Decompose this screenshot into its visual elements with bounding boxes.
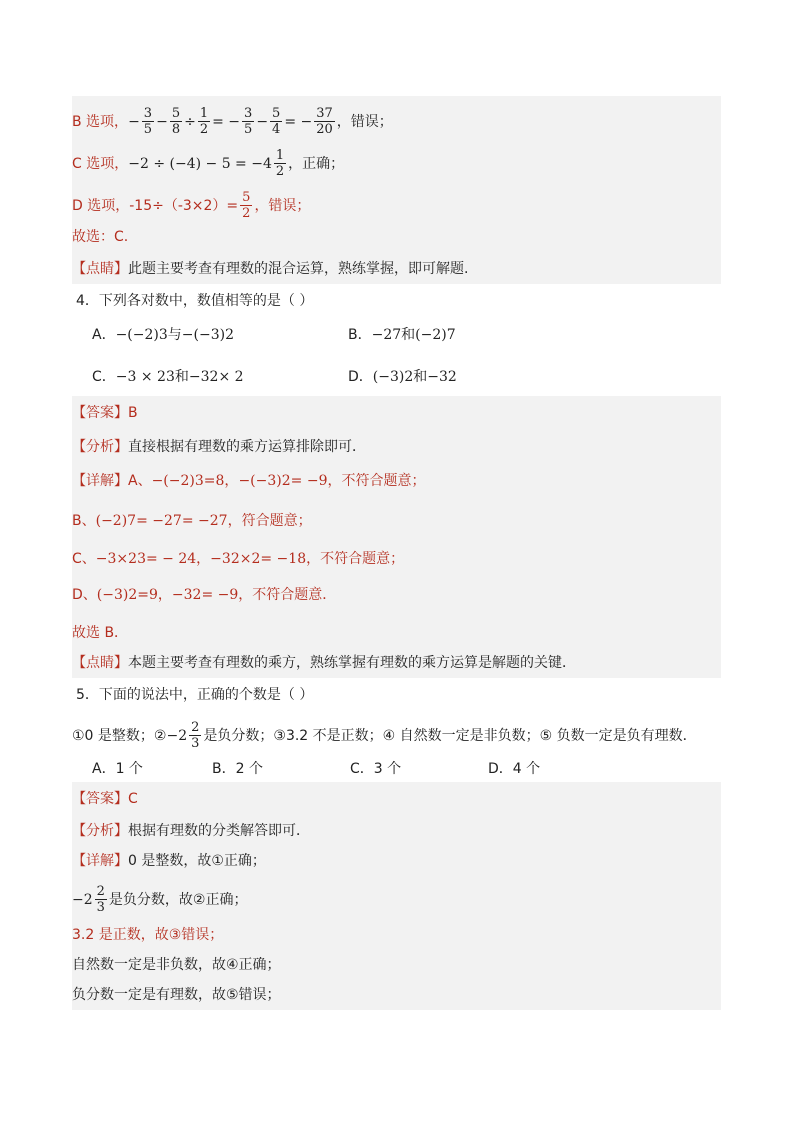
choice-4: 故选 B．	[72, 625, 129, 641]
question-4-stem: 4．下列各对数中，数值相等的是（ ）	[76, 293, 314, 309]
analysis-5: 【分析】 根据有理数的分类解答即可．	[72, 823, 310, 839]
q4-option-c: C． −3 × 2 3 和 −3 2 × 2	[92, 369, 244, 385]
option-b-analysis: B 选项， − $\frac{3}{5}$ − $\frac{5}{8}$ ÷ $\frac{1}{2}$ = − $\frac{3}{5}$ − $\frac{5}{4}$ = − $\frac{37}{20}$ ，错误；	[72, 106, 393, 137]
q4-option-d: D． (−3) 2 和 −3 2	[348, 369, 457, 385]
q5-option-a: A．1 个	[92, 761, 143, 777]
q5-option-b: B．2 个	[212, 761, 263, 777]
detail-4-b: B、 (−2) 7 = −2 7 = −2 7 ，符合题意；	[72, 513, 312, 529]
q5-option-c: C．3 个	[350, 761, 402, 777]
detail-5-2: −2 $\frac{2}{3}$ 是负分数，故②正确；	[72, 884, 248, 915]
question-5-stem: 5．下面的说法中，正确的个数是（ ）	[76, 687, 314, 703]
detail-5-4: 自然数一定是非负数，故④正确；	[72, 957, 281, 973]
detail-5-5: 负分数一定是有理数，故⑤错误；	[72, 987, 281, 1003]
question-5-statements: ①0 是整数；② −2 $\frac{2}{3}$ 是负分数；③3.2 不是正数；④ 自然数一定是非负数；⑤ 负数一定是负有理数．	[72, 720, 697, 751]
detail-4-a: 【详解】 A、 −(−2) 3 =8， −(−3) 2 = −9，不符合题意；	[72, 473, 426, 489]
dianjing-3: 【点睛】 此题主要考查有理数的混合运算，熟练掌握，即可解题.	[72, 261, 469, 277]
analysis-4: 【分析】 直接根据有理数的乘方运算排除即可．	[72, 439, 366, 455]
detail-4-d: D、 (−3) 2 =9， −3 2 = −9，不符合题意．	[72, 587, 337, 603]
q4-option-a: A． −(−2) 3 与 −(−3) 2	[92, 327, 235, 343]
answer-5: 【答案】 C	[72, 791, 138, 807]
option-c-analysis: C 选项， −2 ÷ (−4) − 5 = −4 $\frac{1}{2}$ ，正确；	[72, 148, 345, 179]
detail-5-1: 【详解】 0 是整数，故①正确；	[72, 853, 266, 869]
answer-4: 【答案】 B	[72, 405, 138, 421]
q5-option-d: D．4 个	[488, 761, 541, 777]
option-d-analysis: D 选项，-15÷（-3×2）= $\frac{5}{2}$ ，错误；	[72, 190, 311, 221]
choice-text: 故选：C.	[72, 229, 129, 245]
q4-option-b: B． −2 7 和 (−2) 7	[348, 327, 456, 343]
dianjing-4: 【点睛】 本题主要考查有理数的乘方，熟练掌握有理数的乘方运算是解题的关键．	[72, 655, 576, 671]
detail-5-3: 3.2 是正数，故③错误；	[72, 927, 224, 943]
detail-4-c: C、 −3×2 3 = − 24， −3 2 ×2= −18，不符合题意；	[72, 551, 405, 567]
